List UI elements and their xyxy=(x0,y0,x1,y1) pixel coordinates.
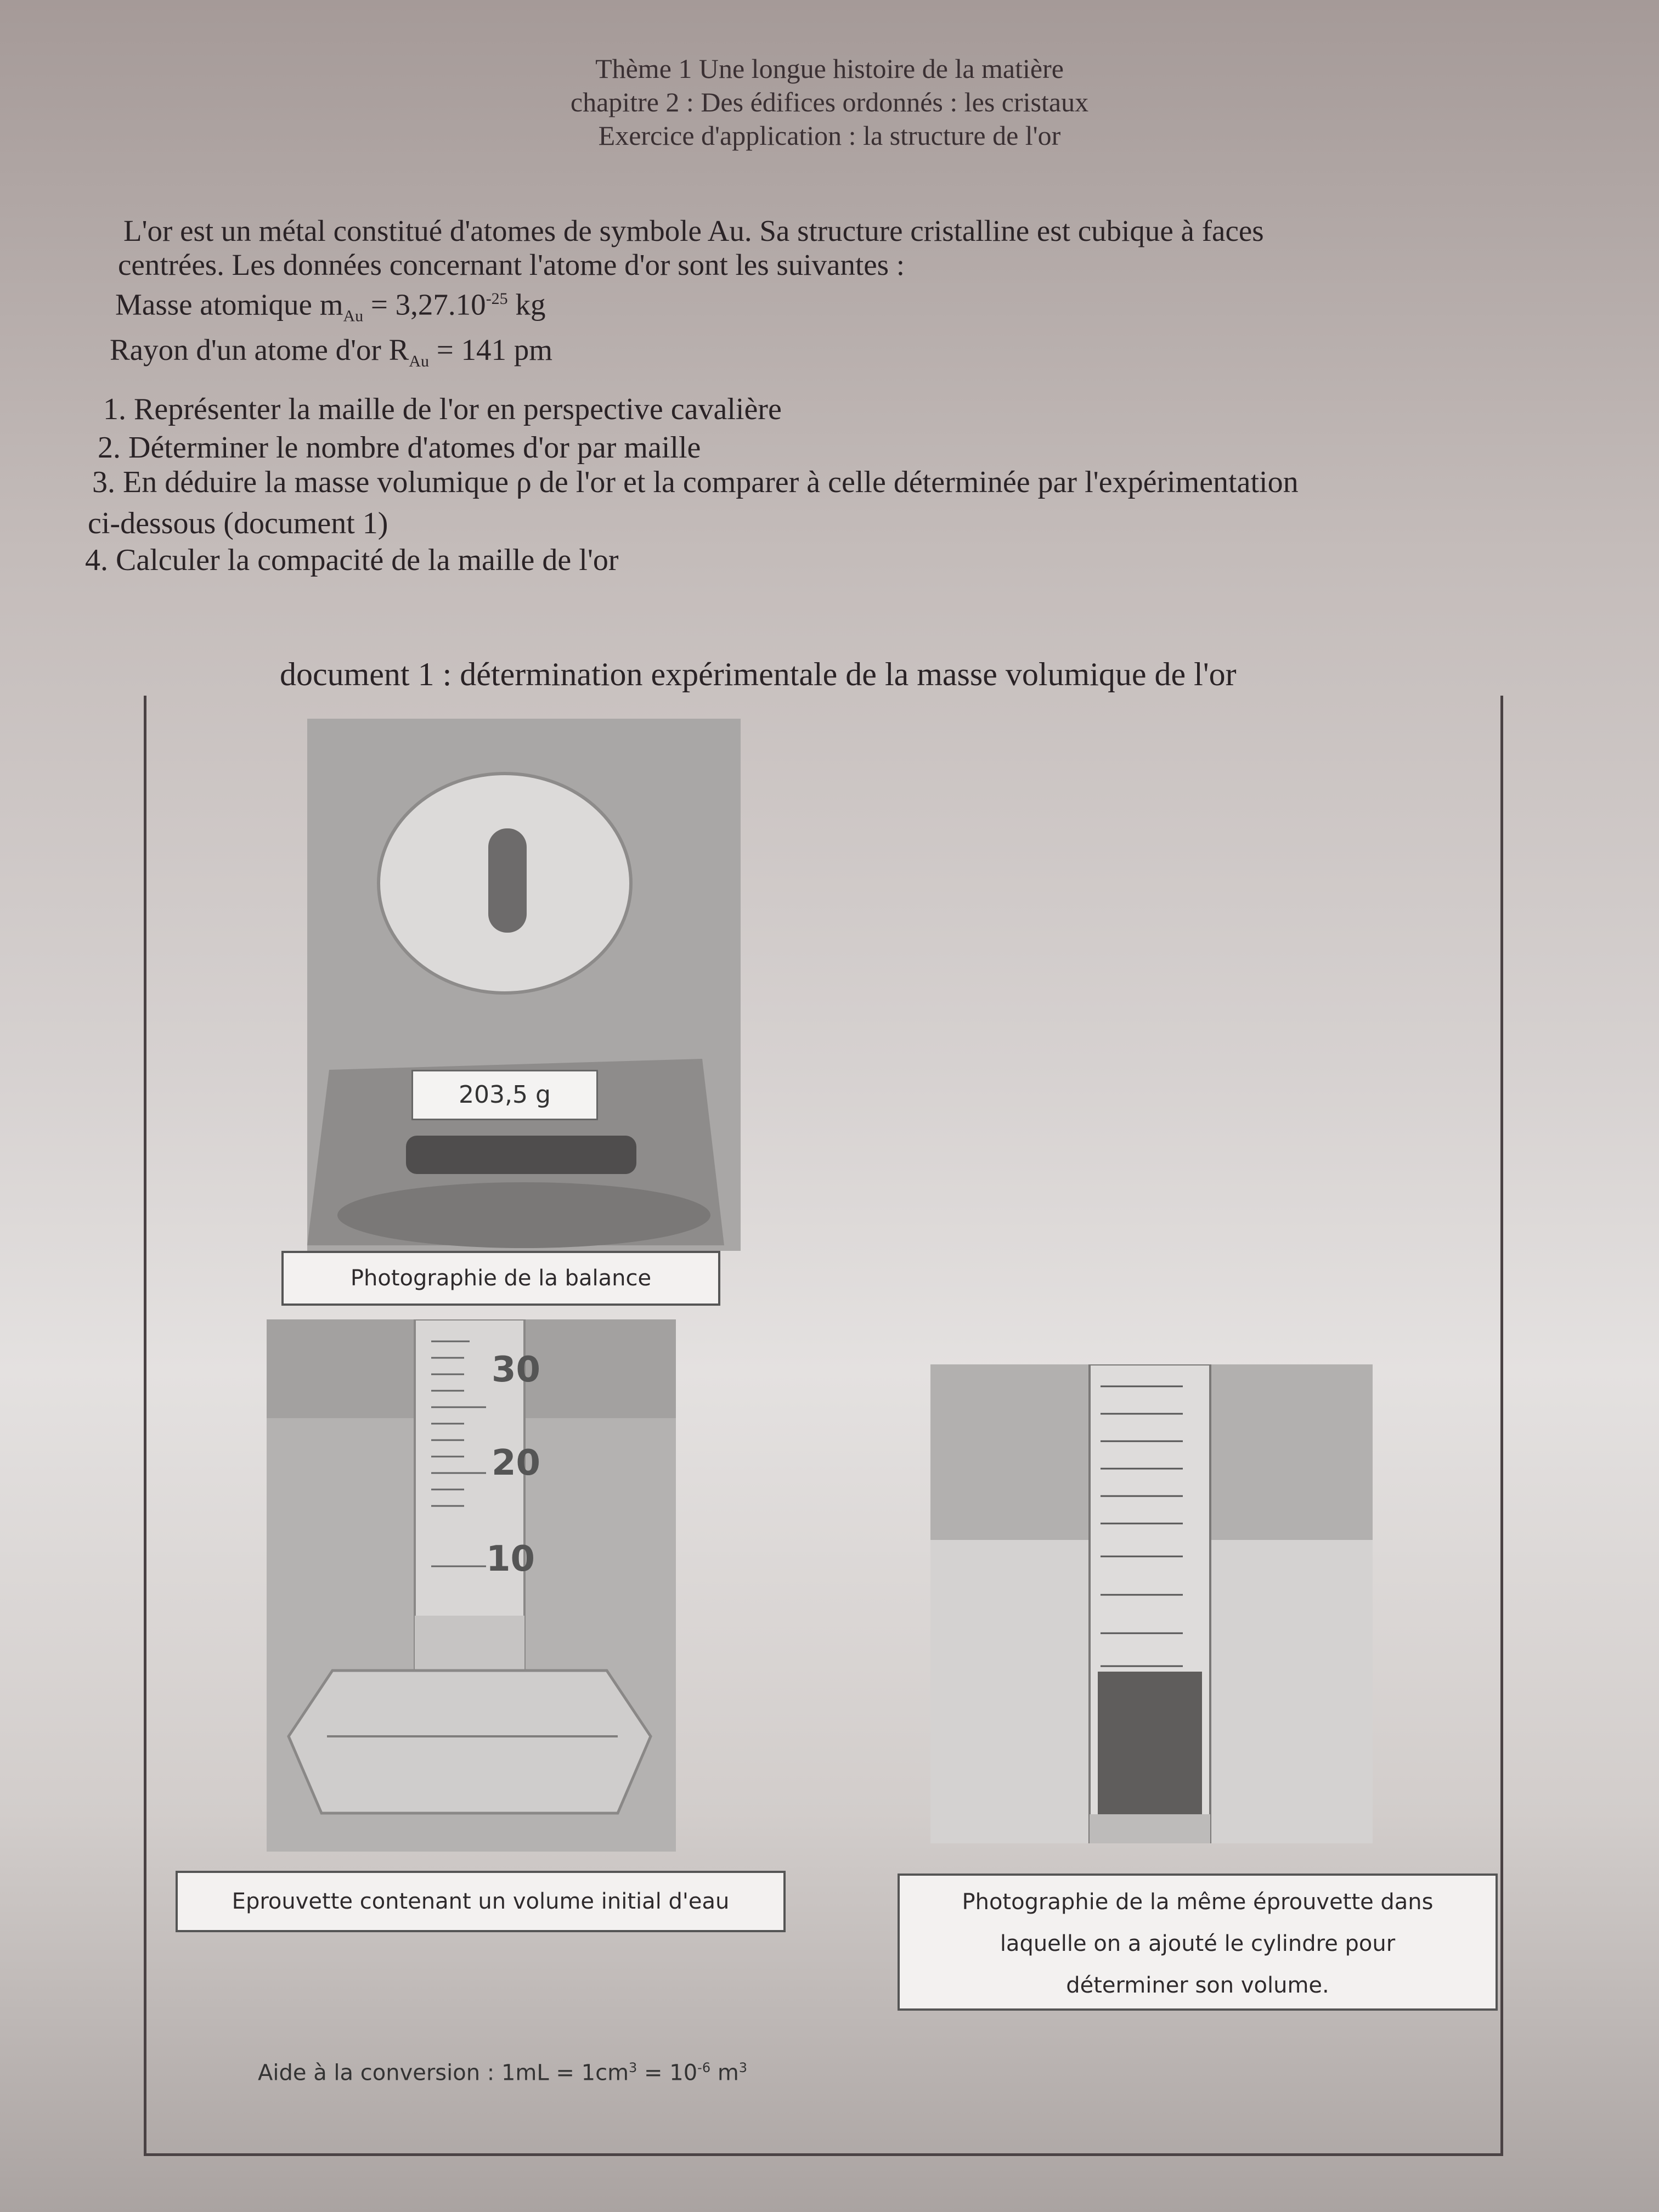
caption-final-volume xyxy=(898,1874,1498,2011)
exercise-title: Exercice d'application : la structure de l'or xyxy=(598,120,1061,151)
cylinder-mark-20: 20 xyxy=(492,1443,541,1483)
caption-final-line-2: laquelle on a ajouté le cylindre pour xyxy=(1000,1931,1396,1956)
intro-line-1: L'or est un métal constitué d'atomes de symbole Au. Sa structure cristalline est cubique à faces xyxy=(123,214,1264,247)
intro-line-2: centrées. Les données concernant l'atome d'or sont les suivantes : xyxy=(118,248,905,281)
gold-cylinder xyxy=(488,828,527,933)
question-3: 3. En déduire la masse volumique ρ de l'or et la comparer à celle déterminée par l'expérimentation xyxy=(92,465,1299,499)
cylinder-initial-photo xyxy=(267,1319,676,1852)
document-title: document 1 : détermination expérimentale de la masse volumique de l'or xyxy=(280,656,1237,692)
balance-caption: Photographie de la balance xyxy=(281,1251,720,1306)
balance-illustration xyxy=(307,719,741,1251)
question-4: 4. Calculer la compacité de la maille de l'or xyxy=(85,543,619,577)
question-2: 2. Déterminer le nombre d'atomes d'or par maille xyxy=(98,431,701,465)
caption-final-line-3: déterminer son volume. xyxy=(1066,1973,1329,1998)
cylinder-mark-30: 30 xyxy=(492,1350,541,1390)
theme-title: Thème 1 Une longue histoire de la matière xyxy=(595,53,1064,84)
chapter-title: chapitre 2 : Des édifices ordonnés : les cristaux xyxy=(570,87,1089,117)
conversion-help: Aide à la conversion : $1mL = 1cm^3 = 10^{-6}$ $m^3$ xyxy=(258,2060,748,2086)
balance-display: 203,5 g xyxy=(411,1070,598,1120)
submerged-gold-cylinder xyxy=(1098,1672,1202,1814)
cylinder-final-photo xyxy=(930,1364,1373,1843)
balance-photo xyxy=(307,719,741,1251)
atomic-radius: Rayon d'un atome d'or $R_{Au} = 141$ pm xyxy=(110,333,553,371)
cylinder-final-illustration xyxy=(930,1364,1373,1843)
question-3-continued: ci-dessous (document 1) xyxy=(88,506,388,540)
caption-initial-volume: Eprouvette contenant un volume initial d'eau xyxy=(176,1871,786,1932)
cylinder-mark-10: 10 xyxy=(486,1539,535,1579)
page-header xyxy=(0,52,1659,153)
intro-text xyxy=(110,214,1591,379)
question-1: 1. Représenter la maille de l'or en perspective cavalière xyxy=(103,392,782,426)
cylinder-initial-illustration xyxy=(267,1319,676,1852)
caption-final-line-1: Photographie de la même éprouvette dans xyxy=(962,1889,1434,1915)
atomic-mass: Masse atomique $m_{Au} = 3,27.10^{-25}$ kg xyxy=(115,287,546,325)
